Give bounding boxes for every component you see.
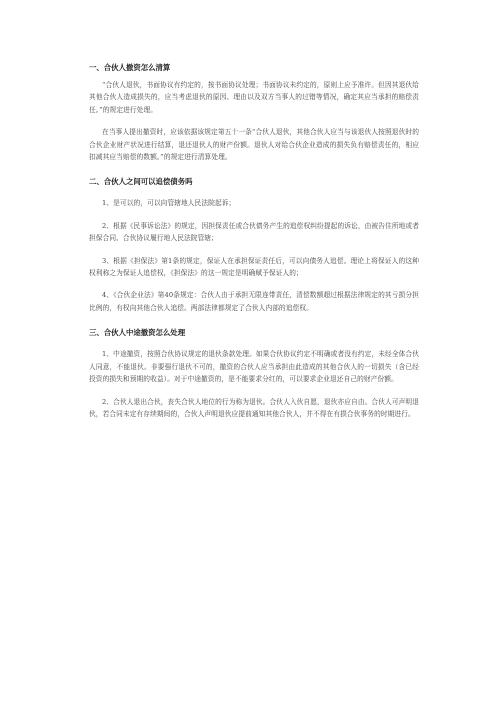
paragraph: 4、《合伙企业法》第40条规定：合伙人由于承担无限连带责任，清偿数额超过根据法律规定的其亏损分担比例的，有权向其他合伙人追偿。两部法律都规定了合伙人内部的追偿权。 — [89, 291, 419, 312]
paragraph: 1、是可以的，可以向管辖地人民法院起诉； — [102, 199, 236, 208]
paragraph: 1、中途撤资，按照合伙协议规定的退伙条款处理。如果合伙协议约定不明确或者没有约定，未经全体合伙人同意，不能退伙。非要强行退伙不可的，撤资的合伙人应当承担由此造成的其他合伙人的一切损失（含已经投资的损失和预期的收益）。对于中途撤资的，是不能要求分红的，可以要求企业退还自己的财产份额。 — [89, 350, 419, 384]
paragraph: 2、根据《民事诉讼法》的规定，因担保责任或合伙债务产生的追偿权纠纷提起的诉讼，由被告住所地或者担保合同、合伙协议履行地人民法院管辖； — [89, 221, 419, 243]
paragraph: 3、根据《担保法》第1条的规定，保证人在承担保证责任后，可以向债务人追偿。理论上将保证人的这种权利称之为保证人追偿权，《担保法》的这一规定是明确赋予保证人的； — [89, 256, 419, 278]
section-heading: 三、合伙人中途撤资怎么处理 — [89, 328, 186, 338]
paragraph: “合伙人退伙，书面协议有约定的，按书面协议处理；书面协议未约定的，原则上应予准许。但因其退伙给其他合伙人造成损失的，应当考虑退伙的原因、理由以及双方当事人的过错等情况，确定其应当承担的赔偿责任。”的规定进行处理。 — [89, 81, 419, 114]
section-heading: 一、合伙人撤资怎么清算 — [89, 63, 171, 72]
paragraph: 2、合伙人退出合伙，丧失合伙人地位的行为称为退伙。合伙人入伙自愿，退伙亦应自由。合伙人可声明退伙，若合同未定有存续期间的，合伙人声明退伙应提前通知其他合伙人，并不得在有损合伙事务的时期进行。 — [89, 397, 419, 418]
document-body — [89, 58, 419, 420]
section-heading: 二、合伙人之间可以追偿债务吗 — [89, 177, 193, 187]
paragraph: 在当事人提出撤资时，应该依据该规定第五十一条“合伙人退伙，其他合伙人应当与该退伙人按照退伙时的合伙企业财产状况进行结算，退还退伙人的财产份额。退伙人对给合伙企业造成的损失负有赔偿责任的，相应扣减其应当赔偿的数额。”的规定进行清算处理。 — [89, 128, 419, 162]
